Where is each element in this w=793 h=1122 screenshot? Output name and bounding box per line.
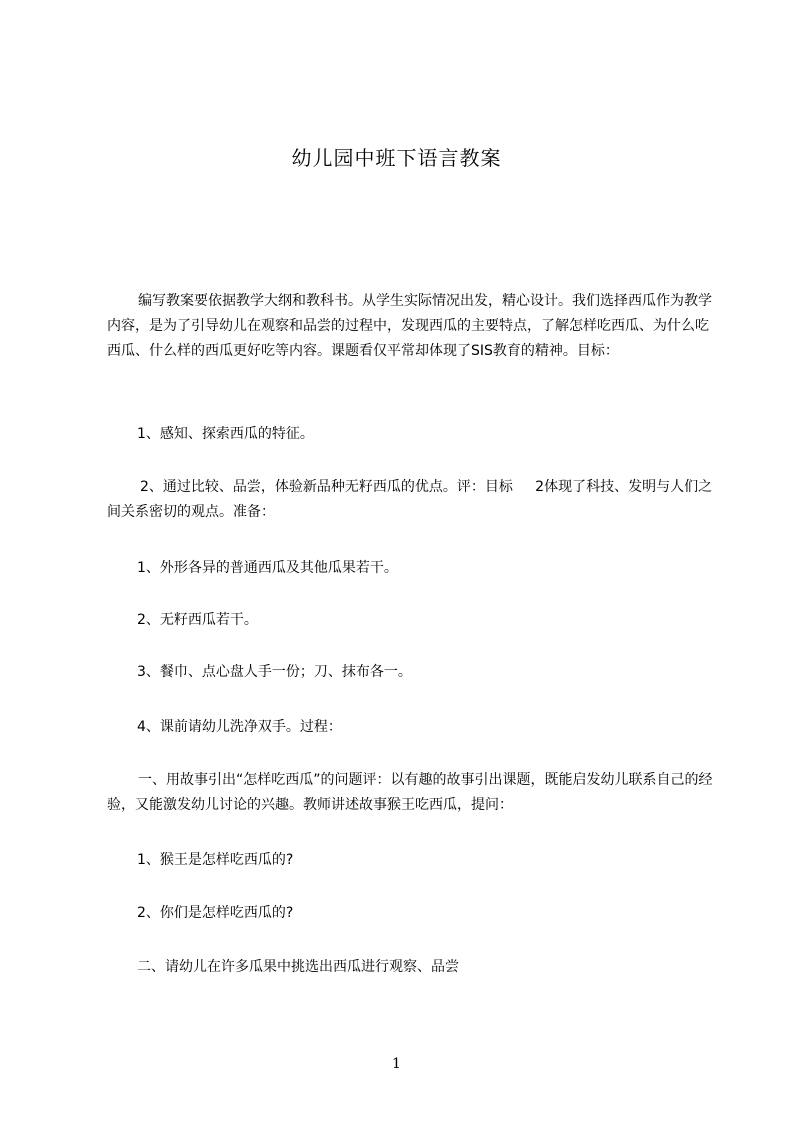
step-two-heading: 二、请幼儿在许多瓜果中挑选出西瓜进行观察、品尝 bbox=[137, 959, 459, 975]
preparation-item-4: 4、课前请幼儿洗净双手。过程： bbox=[137, 719, 342, 735]
question-item-1: 1、猴王是怎样吃西瓜的? bbox=[137, 852, 294, 868]
step-one-paragraph: 一、用故事引出“怎样吃西瓜”的问题评：以有趣的故事引出课题，既能启发幼儿联系自己的经验，又能激发幼儿讨论的兴趣。教师讲述故事猴王吃西瓜，提问： bbox=[107, 772, 713, 813]
page-number: 1 bbox=[392, 1056, 401, 1072]
preparation-item-2: 2、无籽西瓜若干。 bbox=[137, 612, 258, 628]
preparation-item-1: 1、外形各异的普通西瓜及其他瓜果若干。 bbox=[137, 560, 398, 576]
goal-item-1: 1、感知、探索西瓜的特征。 bbox=[137, 426, 314, 442]
goal-item-2: 2、通过比较、品尝，体验新品种无籽西瓜的优点。评：目标 2体现了科技、发明与人们之间关系密切的观点。准备： bbox=[107, 479, 713, 520]
page-title: 幼儿园中班下语言教案 bbox=[291, 146, 502, 170]
question-item-2: 2、你们是怎样吃西瓜的? bbox=[137, 905, 294, 921]
preparation-item-3: 3、餐巾、点心盘人手一份；刀、抹布各一。 bbox=[137, 664, 412, 680]
intro-paragraph: 编写教案要依据教学大纲和教科书。从学生实际情况出发，精心设计。我们选择西瓜作为教学内容，是为了引导幼儿在观察和品尝的过程中，发现西瓜的主要特点，了解怎样吃西瓜、为什么吃西瓜、什么样的西瓜更好吃等内容。课题看仅平常却体现了SIS教育的精神。目标： bbox=[107, 293, 712, 359]
